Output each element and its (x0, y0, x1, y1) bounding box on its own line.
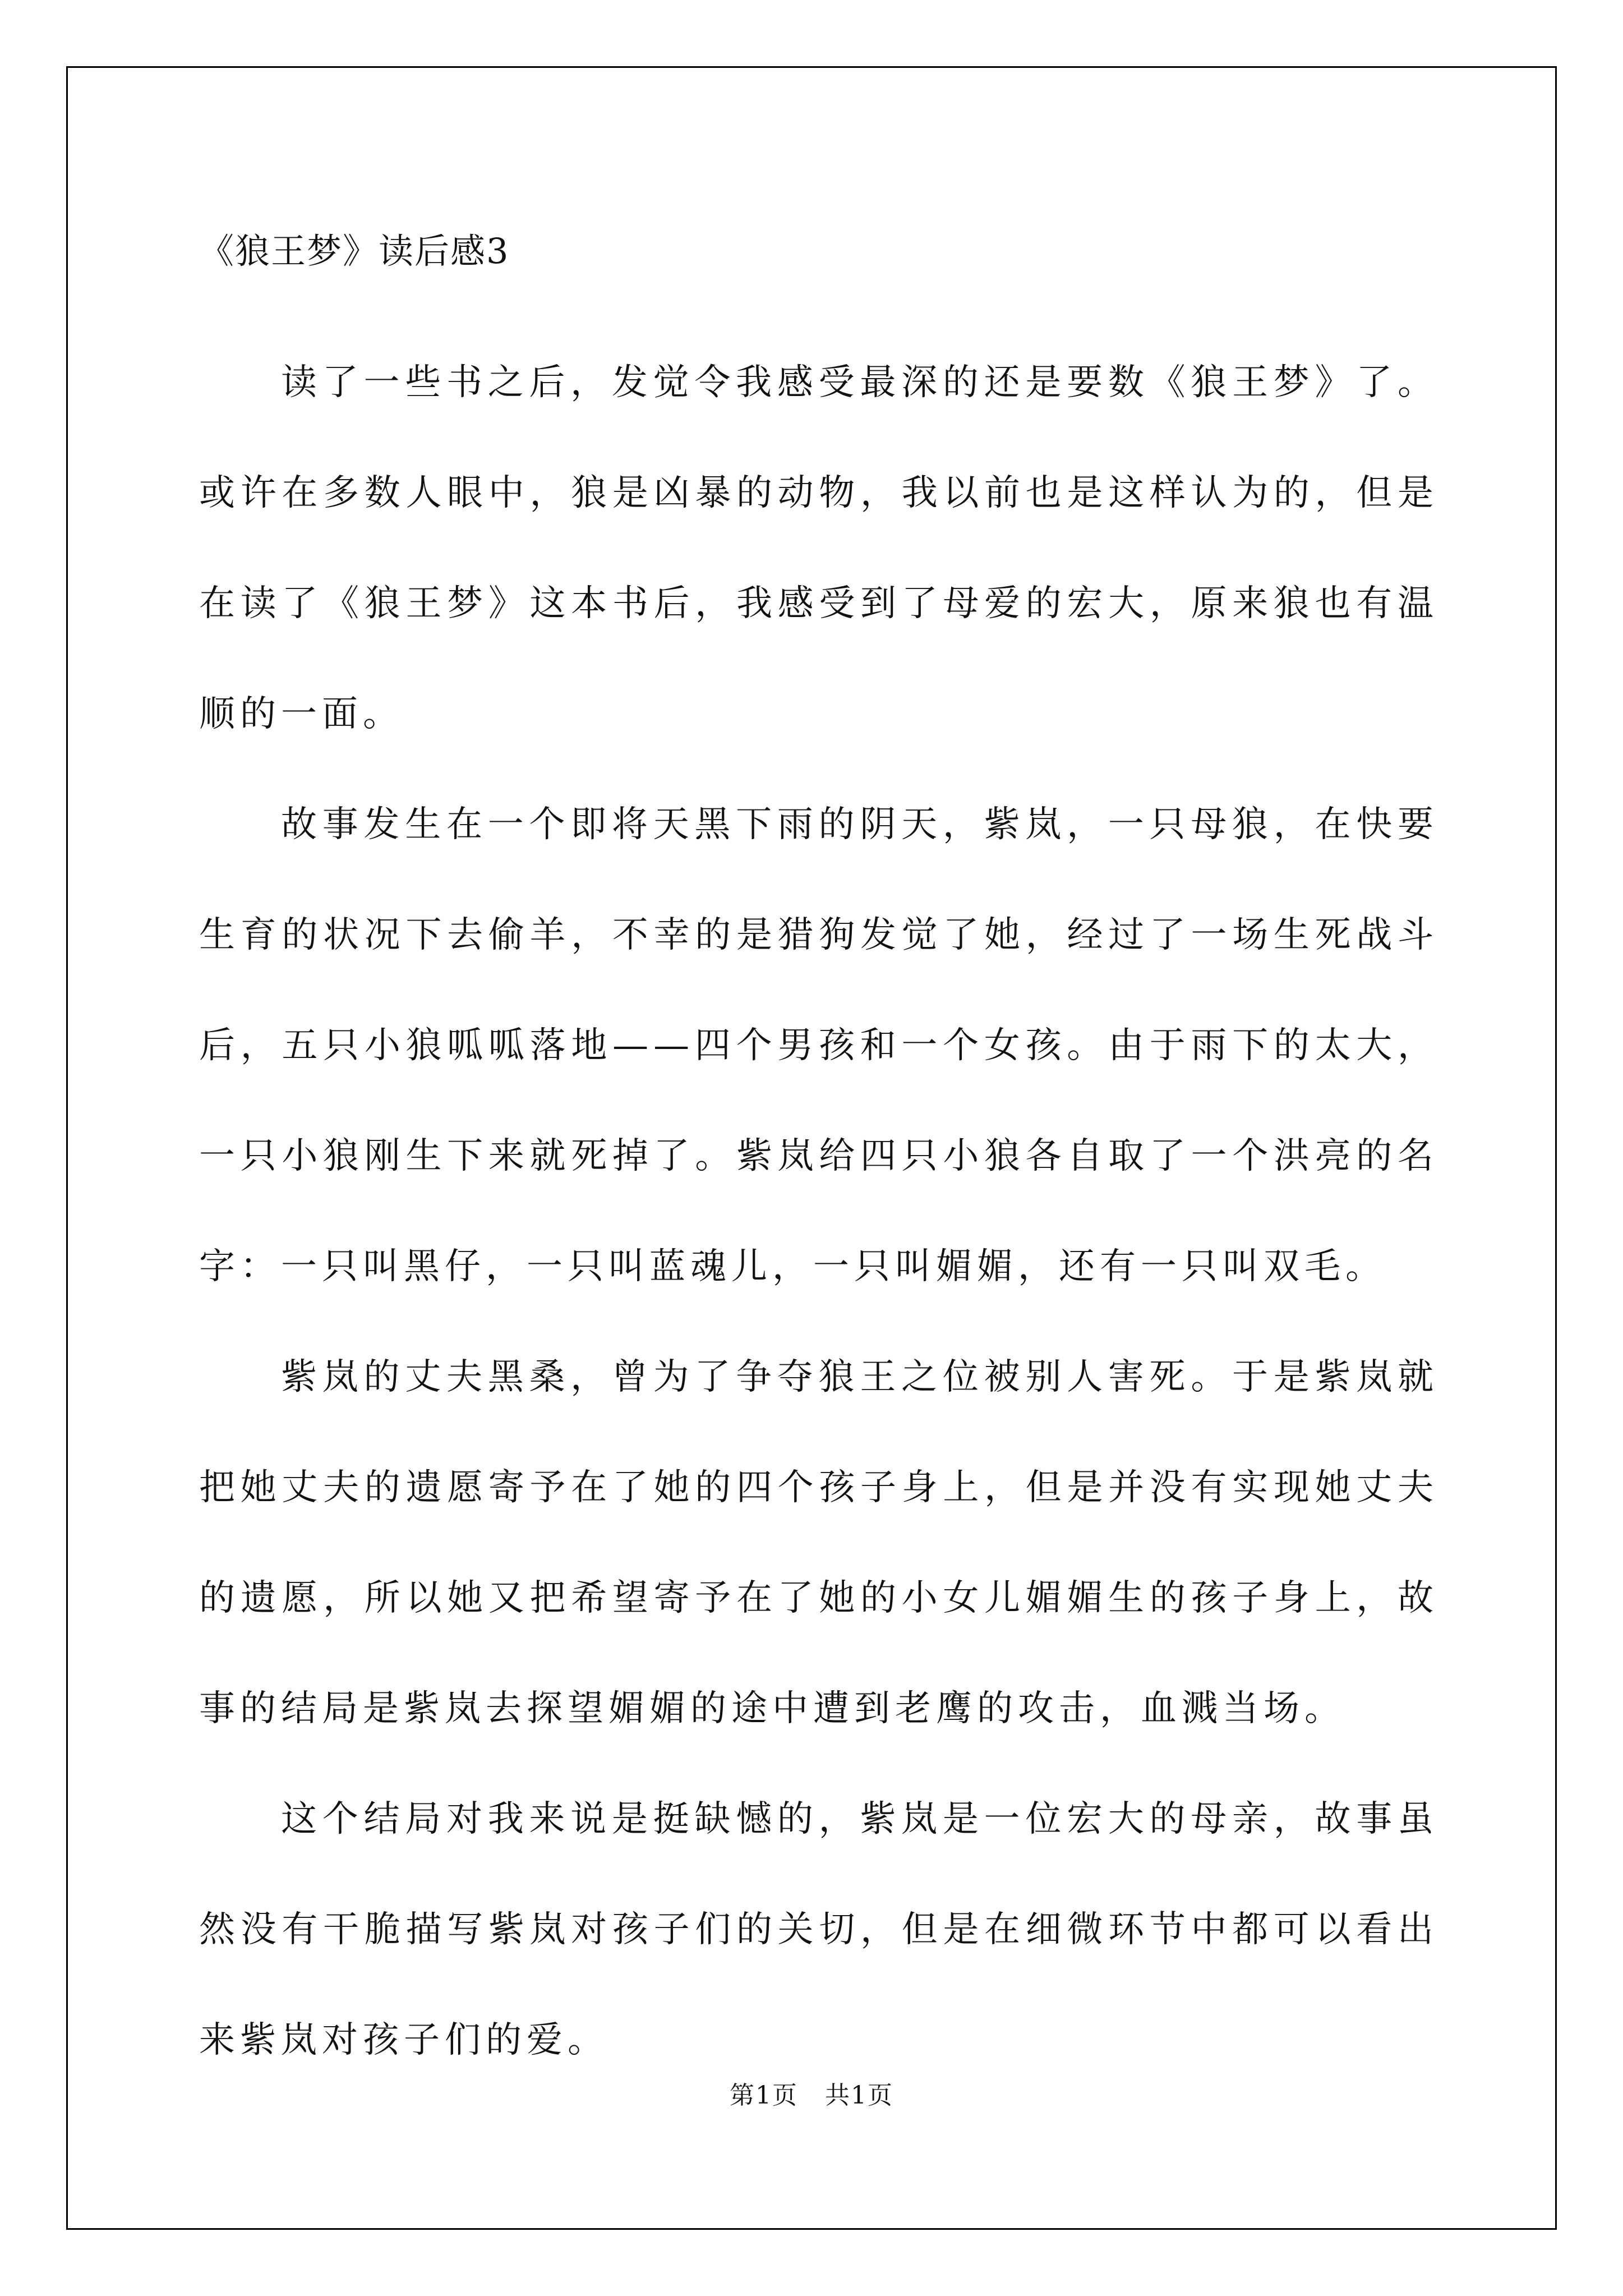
paragraph-1: 读了一些书之后，发觉令我感受最深的还是要数《狼王梦》了。或许在多数人眼中，狼是凶暴的动物，我以前也是这样认为的，但是在读了《狼王梦》这本书后，我感受到了母爱的宏大，原来狼也有温顺的一面。 (199, 362, 1438, 735)
paragraph-3: 紫岚的丈夫黑桑，曾为了争夺狼王之位被别人害死。于是紫岚就把她丈夫的遗愿寄予在了她的四个孩子身上，但是并没有实现她丈夫的遗愿，所以她又把希望寄予在了她的小女儿媚媚生的孩子身上，故事的结局是紫岚去探望媚媚的途中遭到老鹰的攻击，血溅当场。 (199, 1356, 1438, 1729)
paragraph-2: 故事发生在一个即将天黑下雨的阴天，紫岚，一只母狼，在快要生育的状况下去偷羊，不幸的是猎狗发觉了她，经过了一场生死战斗后，五只小狼呱呱落地——四个男孩和一个女孩。由于雨下的太大，一只小狼刚生下来就死掉了。紫岚给四只小狼各自取了一个洪亮的名字：一只叫黑仔，一只叫蓝魂儿，一只叫媚媚，还有一只叫双毛。 (199, 804, 1438, 1287)
document-title: 《狼王梦》读后感3 (199, 231, 510, 272)
paragraph-4: 这个结局对我来说是挺缺憾的，紫岚是一位宏大的母亲，故事虽然没有干脆描写紫岚对孩子们的关切，但是在细微环节中都可以看出来紫岚对孩子们的爱。 (199, 1798, 1438, 2061)
document-body (199, 224, 1438, 2096)
page-footer: 第1页 共1页 (730, 2081, 893, 2110)
